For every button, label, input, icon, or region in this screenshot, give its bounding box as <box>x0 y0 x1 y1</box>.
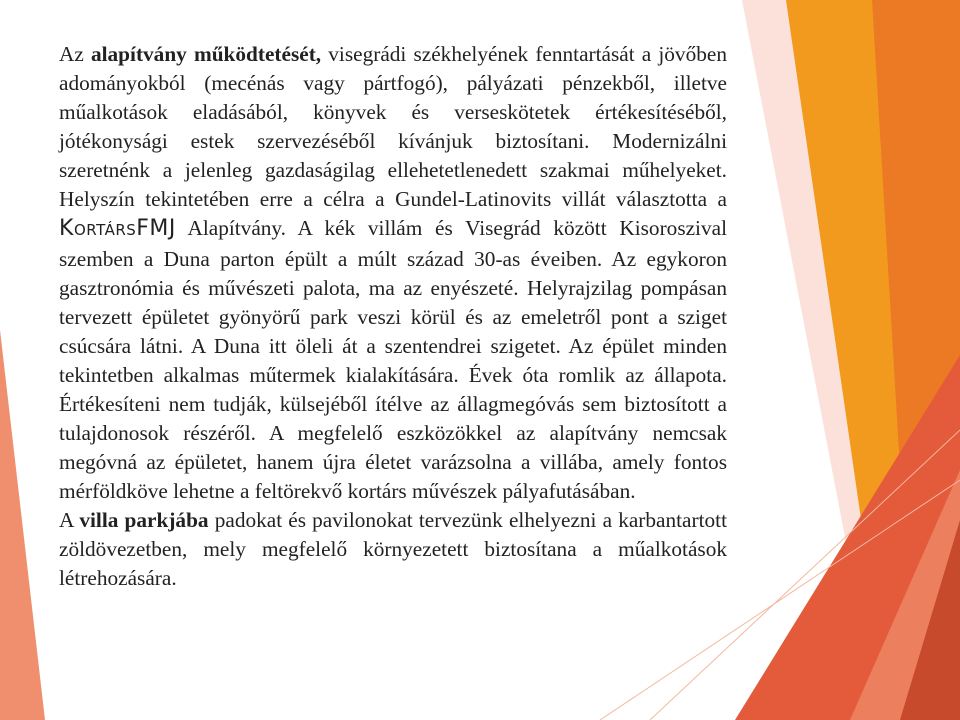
p2-lead: A <box>59 508 80 532</box>
slide-body-text <box>59 40 727 593</box>
p2-text: padokat és pavilonokat tervezünk elhelyezni a karbantartott zöldövezetben, mely megfelelő környezetett biztosítana a műalkotások létrehozására. <box>59 508 727 590</box>
paragraph-foundation-operation <box>59 40 727 506</box>
p1-text: visegrádi székhelyének fenntartását a jövőben adományokból (mecénás vagy pártfogó), pályázati pénzekből, illetve műalkotások eladásából, könyvek és verseskötetek értékesítéséből, jótékonysági estek szervezéséből kívánjuk biztosítani. Modernizálni szeretnénk a jelenleg gazdaságilag ellehetetlenedett szakmai műhelyeket. Helyszín tekintetében erre a célra a Gundel-Latinovits villát választotta a <box>59 42 727 211</box>
kortars-fmj-logo <box>59 216 176 241</box>
logo-letter-k: K <box>59 216 74 241</box>
p1-text-continued: Alapítvány. A kék villám és Visegrád között Kisoroszival szemben a Duna parton épült a múlt század 30-as éveiben. Az egykoron gasztronómia és művészeti palota, ma az enyészeté. Helyrajzilag pompásan tervezett épületet gyönyörű park veszi körül és az emeletről pont a sziget csúcsára látni. A Duna itt öleli át a szentendrei szigetet. Az épület minden tekintetben alkalmas műtermek kialakítására. Évek óta romlik az állapota. Értékesíteni nem tudják, külsejéből ítélve az állagmegóvás sem biztosított a tulajdonosok részéről. A megfelelő eszközökkel az alapítvány nemcsak megóvná az épületet, hanem újra életet varázsolna a villába, amely fontos mérföldköve lehetne a feltörekvő kortárs művészek pályafutásában. <box>59 216 727 503</box>
p2-bold-phrase: villa parkjába <box>79 508 209 532</box>
p1-bold-phrase: alapítvány működtetését, <box>90 42 322 66</box>
left-salmon-triangle <box>0 330 45 720</box>
paragraph-villa-park <box>59 506 727 593</box>
logo-ortars: ORTÁRS <box>73 221 137 239</box>
p1-lead: Az <box>59 42 91 66</box>
logo-fmj: FMJ <box>136 216 176 241</box>
